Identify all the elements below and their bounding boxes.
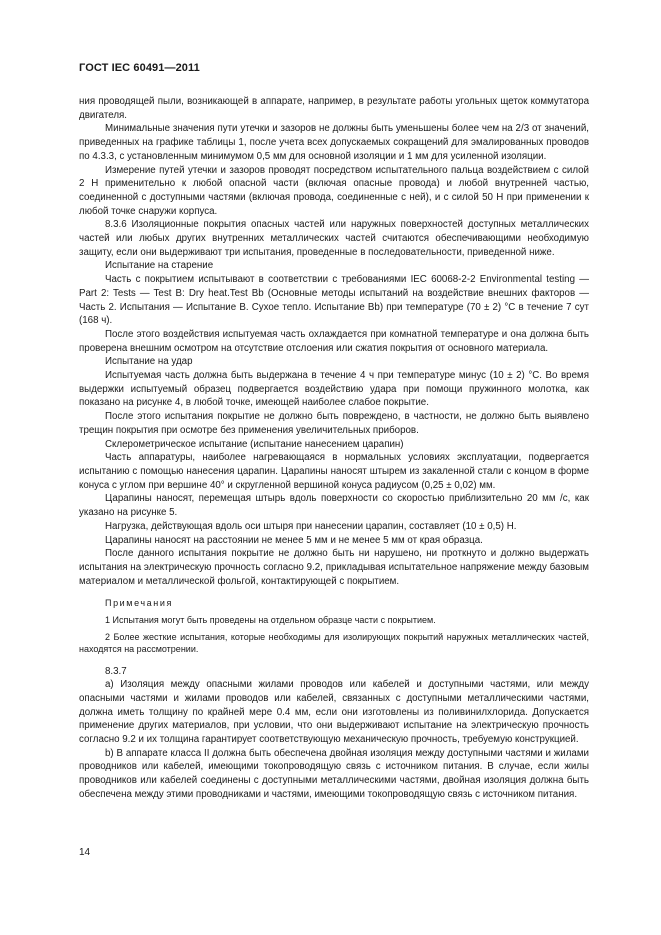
note-item: 2 Более жесткие испытания, которые необходимы для изолирующих покрытий наружных металлических частей, находятся на рассмотрении. [79, 631, 589, 655]
paragraph: Царапины наносят, перемещая штырь вдоль поверхности со скоростью приблизительно 20 мм /с, как указано на рисунке 5. [79, 493, 589, 519]
note-item: 1 Испытания могут быть проведены на отдельном образце части с покрытием. [105, 615, 436, 626]
paragraph: После этого воздействия испытуемая часть охлаждается при комнатной температуре и она должна быть проверена внешним осмотром на отсутствие отслоения или сжатия покрытия от основного материала. [79, 328, 589, 354]
paragraph: a) Изоляция между опасными жилами проводов или кабелей и доступными частями, или между опасными частями и жилами проводов или кабелей, связанных с доступными металлическими частями, должна иметь толщину по крайней мере 0.4 мм, если они изготовлены из поливинилхлорида. Допускается применение других материалов, при условии, что они выдерживают испытание на электрическую прочность согласно 9.2 и их толщина гарантирует соответствующую механическую прочность, требуемую конструкцией. [79, 679, 589, 746]
notes-heading: Примечания [105, 598, 173, 609]
paragraph: b) В аппарате класса II должна быть обеспечена двойная изоляция между доступными частями и жилами проводников или кабелей, имеющими токопроводящую связь с источником питания. В случае, если жилы проводников или кабелей соединены с доступными металлическими частями, двойная изоляция должна быть обеспечена между этими проводниками и частями, имеющими токопроводящую связь с источником питания. [79, 747, 589, 800]
subheading-scratch-test: Склерометрическое испытание (испытание нанесением царапин) [105, 438, 404, 450]
section-number: 8.3.7 [105, 665, 127, 677]
paragraph: ния проводящей пыли, возникающей в аппарате, например, в результате работы угольных щеток коммутатора двигателя. [79, 96, 589, 121]
subheading-impact-test: Испытание на удар [105, 356, 193, 368]
paragraph: Часть аппаратуры, наиболее нагревающаяся в нормальных условиях эксплуатации, подвергается испытанию с помощью нанесения царапин. Царапины наносят штырем из закаленной стали с концом в форме конуса с углом при вершине 40° и скругленной вершиной конуса радиусом (0,25 ± 0,02) мм. [79, 452, 589, 491]
page-number: 14 [79, 847, 91, 858]
page-body [79, 95, 589, 802]
paragraph: Испытуемая часть должна быть выдержана в течение 4 ч при температуре минус (10 ± 2) °С. Во время выдержки испытуемый образец подвергается воздействию удара при помощи пружинного молотка, как показано на рисунке 4, в любой точке, имеющей наиболее слабое покрытие. [79, 370, 589, 409]
paragraph: Царапины наносят на расстоянии не менее 5 мм и не менее 5 мм от края образца. [105, 534, 483, 546]
subheading-aging-test: Испытание на старение [105, 260, 214, 272]
paragraph: 8.3.6 Изоляционные покрытия опасных частей или наружных поверхностей доступных металлических частей или любых других внутренних металлических частей считаются обеспечивающими необходимую защиту, если они выдерживают три испытания, проведенные в последовательности, приведенной ниже. [79, 219, 589, 258]
document-header: ГОСТ IEC 60491—2011 [79, 62, 200, 74]
paragraph: После данного испытания покрытие не должно быть ни нарушено, ни проткнуто и должно выдержать испытания на электрическую прочность согласно 9.2, прикладывая испытательное напряжение между базовым материалом и металлической фольгой, контактирующей с покрытием. [79, 548, 589, 587]
paragraph: Минимальные значения пути утечки и зазоров не должны быть уменьшены более чем на 2/3 от значений, приведенных на графике таблицы 1, после учета всех допускаемых сокращений для эмалированных проводов по 4.3.3, с установленным минимумом 0,5 мм для основной изоляции и 1 мм для усиленной изоляции. [79, 123, 589, 162]
paragraph: После этого испытания покрытие не должно быть повреждено, в частности, не должно быть выявлено трещин покрытия при осмотре без применения увеличительных приборов. [79, 411, 589, 436]
paragraph: Часть с покрытием испытывают в соответствии с требованиями IEC 60068-2-2 Environmental testing — Part 2: Tests — Test B: Dry heat.Test Bb (Основные методы испытаний на воздействие внешних факторов — Часть 2. Испытания — Испытание B. Сухое тепло. Испытание Bb) при температуре (70 ± 2) °С в течение 7 сут (168 ч). [79, 274, 589, 327]
paragraph: Измерение путей утечки и зазоров проводят посредством испытательного пальца воздействием с силой 2 Н применительно к любой опасной части (включая опасные провода) и любой внутренней частью, соединенной с доступными частями (включая провода, соединенные с ней), и с силой 50 Н при применении к любой точке снаружи корпуса. [79, 164, 589, 217]
paragraph: Нагрузка, действующая вдоль оси штыря при нанесении царапин, составляет (10 ± 0,5) Н. [105, 520, 517, 532]
